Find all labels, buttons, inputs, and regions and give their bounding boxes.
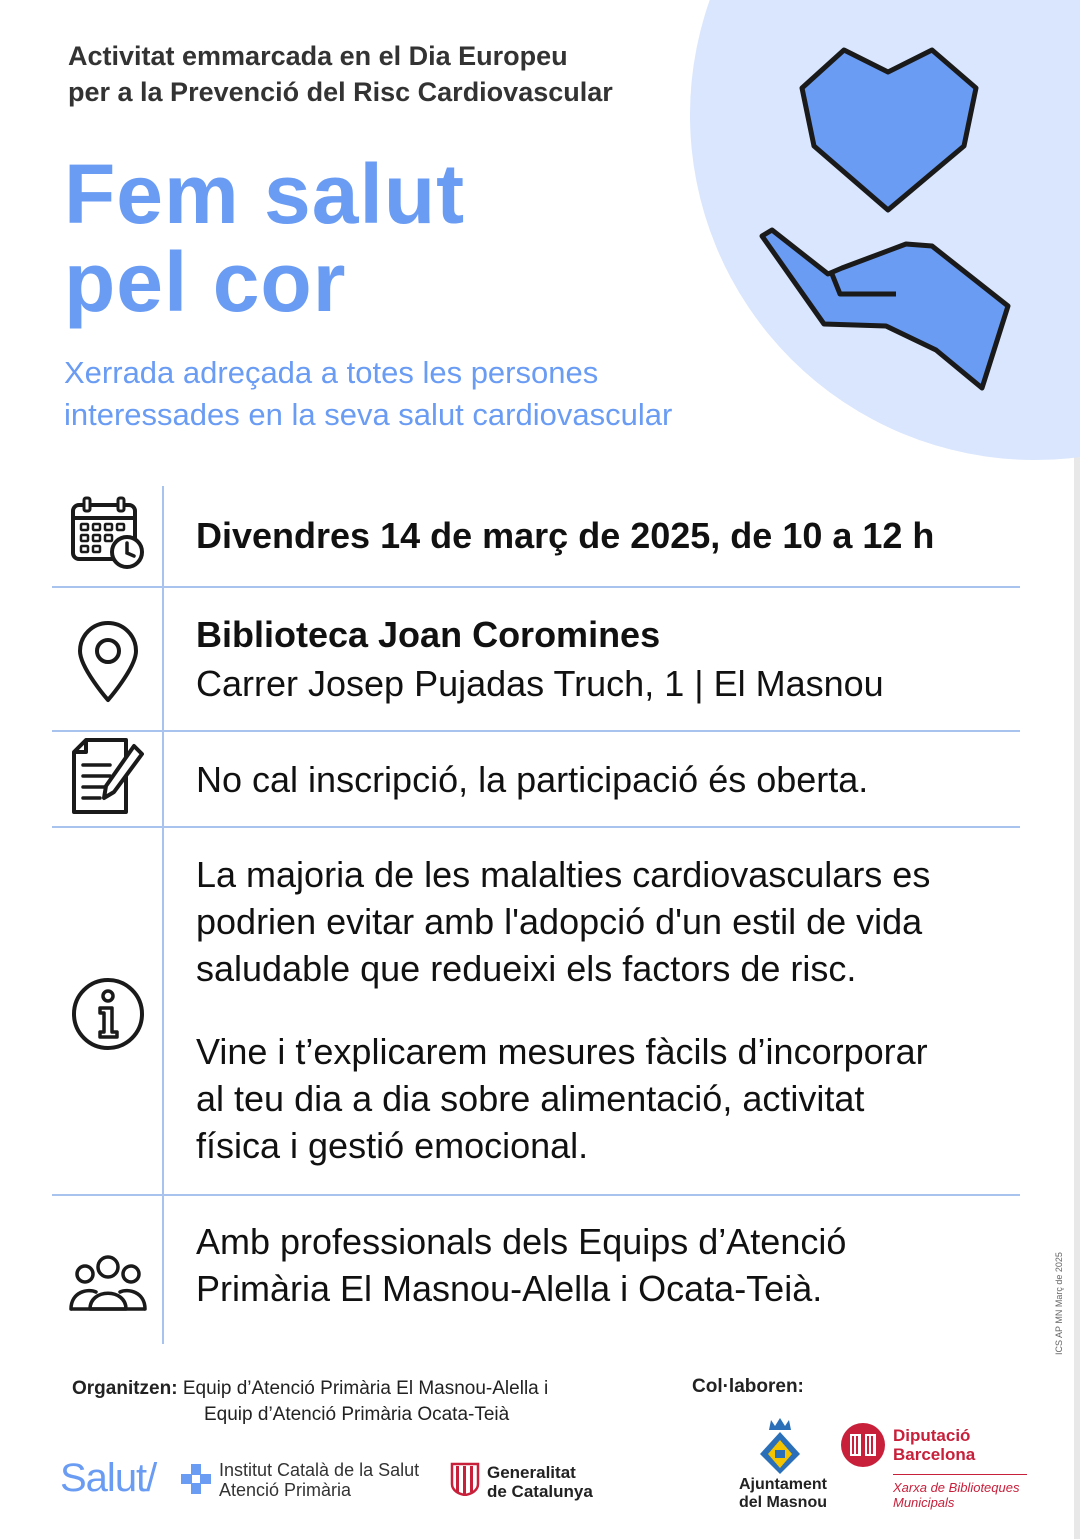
info-line: física i gestió emocional. (196, 1125, 589, 1166)
info-line: al teu dia a dia sobre alimentació, activitat (196, 1078, 865, 1119)
calendar-clock-icon (70, 496, 146, 570)
gen-line: de Catalunya (487, 1482, 593, 1501)
diputacio-subtext (893, 1480, 1019, 1510)
organizers-line: Equip d’Atenció Primària Ocata-Teià (204, 1404, 510, 1425)
info-icon (70, 976, 146, 1052)
professionals-text (196, 1218, 846, 1312)
ajunt-line: Ajuntament (739, 1476, 827, 1493)
generalitat-text (487, 1463, 593, 1501)
salut-logo: Salut/ (60, 1456, 157, 1500)
info-line: La majoria de les malalties cardiovasculars es (196, 854, 931, 895)
vertical-divider (162, 486, 164, 1344)
dipu-line: Diputació (893, 1426, 971, 1445)
ics-line: Institut Català de la Salut (219, 1460, 420, 1480)
info-paragraph-2 (196, 1028, 928, 1169)
row-divider (52, 826, 1020, 828)
side-code: ICS AP MN Març de 2025 (1054, 1252, 1064, 1355)
diputacio-logo-icon (840, 1422, 886, 1468)
dipu-line: Barcelona (893, 1445, 976, 1464)
ics-line: Atenció Primària (219, 1480, 352, 1500)
organizers-label: Organitzen: (72, 1378, 178, 1399)
title-line: Fem salut (64, 147, 466, 241)
subtitle (64, 352, 824, 436)
diputacio-divider (893, 1474, 1027, 1475)
ajuntament-text (738, 1476, 828, 1512)
info-line: podrien evitar amb l'adopció d'un estil de vida (196, 901, 923, 942)
venue-address: Carrer Josep Pujadas Truch, 1 | El Masnou (196, 663, 884, 704)
dipu-sub-line: Xarxa de Biblioteques (893, 1480, 1020, 1495)
professionals-line: Amb professionals dels Equips d’Atenció (196, 1221, 847, 1262)
row-divider (52, 586, 1020, 588)
intro-line: Activitat emmarcada en el Dia Europeu (68, 41, 568, 71)
page-title (64, 147, 684, 329)
cross-icon (181, 1464, 211, 1494)
heart-icon (796, 44, 982, 216)
ajunt-line: del Masnou (738, 1494, 827, 1511)
info-paragraph-1 (196, 851, 930, 992)
ics-logo-text (219, 1460, 419, 1500)
intro-text (68, 38, 708, 110)
gen-line: Generalitat (487, 1463, 576, 1482)
venue-name: Biblioteca Joan Coromines (196, 614, 661, 655)
registration-note: No cal inscripció, la participació és oberta. (196, 759, 869, 800)
subtitle-line: interessades en la seva salut cardiovascular (64, 397, 673, 432)
professionals-line: Primària El Masnou-Alella i Ocata-Teià. (196, 1268, 823, 1309)
intro-line: per a la Prevenció del Risc Cardiovascular (68, 77, 613, 107)
collaborators-label: Col·laboren: (692, 1376, 804, 1397)
organizers (72, 1376, 548, 1402)
title-line: pel cor (64, 235, 347, 329)
location-pin-icon (76, 620, 140, 704)
diputacio-text (893, 1426, 975, 1464)
row-divider (52, 1194, 1020, 1196)
ajuntament-crest-icon (757, 1416, 803, 1476)
generalitat-logo-icon (450, 1462, 480, 1496)
group-icon (68, 1254, 148, 1312)
event-date: Divendres 14 de març de 2025, de 10 a 12 h (196, 515, 935, 556)
dipu-sub-line: Municipals (893, 1495, 955, 1510)
info-line: saludable que redueixi els factors de risc. (196, 948, 857, 989)
row-divider (52, 730, 1020, 732)
document-pen-icon (70, 738, 144, 816)
organizers-line: Equip d’Atenció Primària El Masnou-Alella i (182, 1378, 549, 1399)
subtitle-line: Xerrada adreçada a totes les persones (64, 355, 599, 390)
info-line: Vine i t’explicarem mesures fàcils d’incorporar (196, 1031, 928, 1072)
